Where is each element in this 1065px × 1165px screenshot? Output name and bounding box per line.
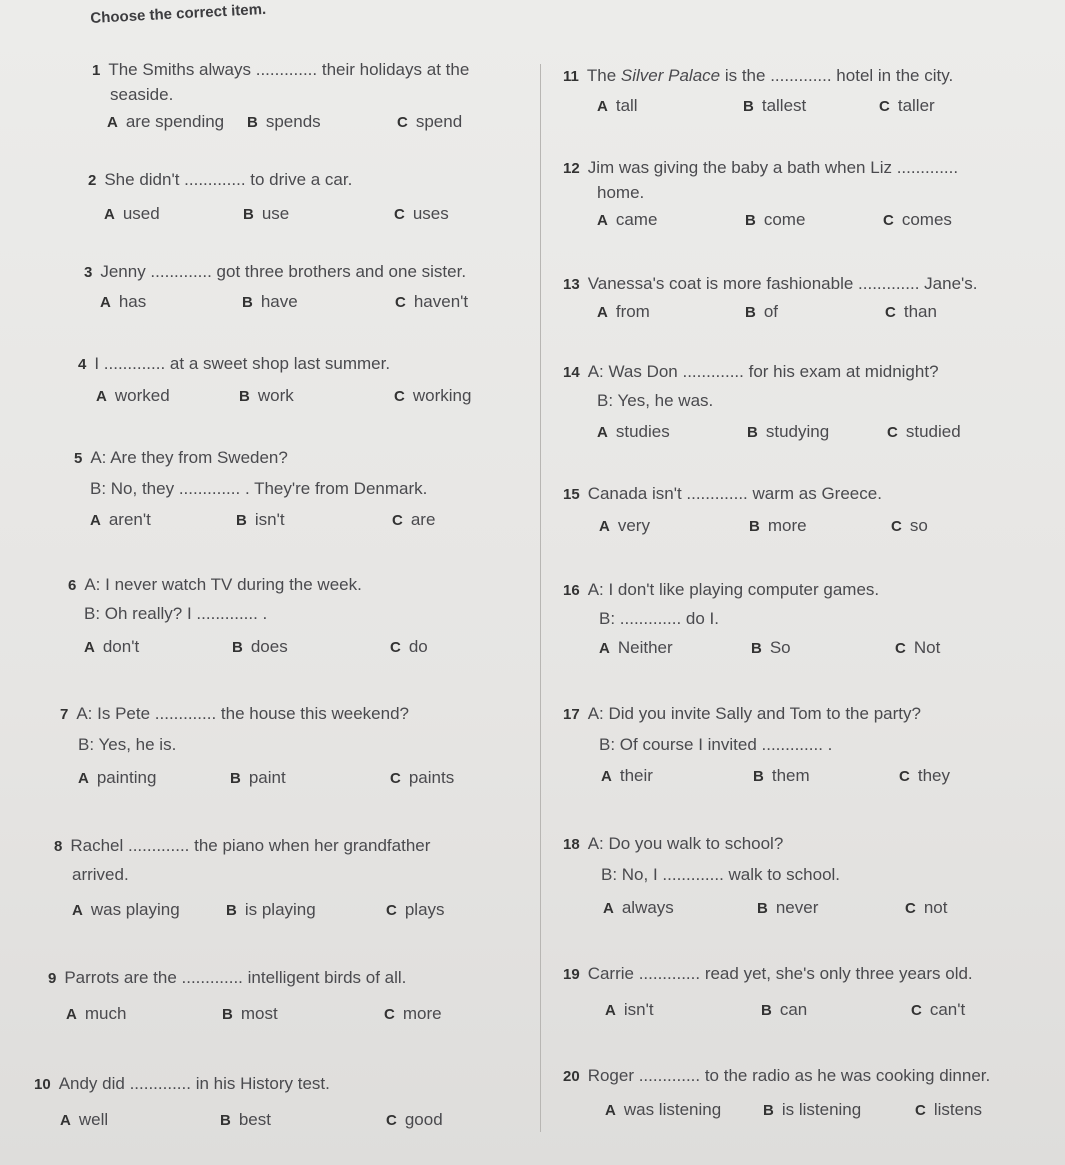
- question-5: [74, 446, 514, 529]
- question-text: A: Are they from Sweden?: [90, 448, 288, 467]
- question-8: [54, 834, 494, 919]
- option-a[interactable]: A aren't: [90, 510, 151, 529]
- question-number: 17: [563, 706, 580, 723]
- question-number: 12: [563, 160, 580, 177]
- question-text: Vanessa's coat is more fashionable ............. Jane's.: [587, 274, 978, 293]
- options: [92, 110, 512, 136]
- question-text-prefix: The: [586, 66, 621, 85]
- question-text-line2: B: Of course I invited ............. .: [599, 735, 833, 754]
- option-c[interactable]: C listens: [915, 1100, 983, 1119]
- question-number: 2: [88, 172, 97, 189]
- options: [563, 514, 983, 540]
- option-b[interactable]: B have: [242, 292, 298, 311]
- question-text-line2: B: ............. do I.: [599, 609, 719, 628]
- option-b[interactable]: B paint: [230, 768, 286, 787]
- question-text: Rachel ............. the piano when her grandfather: [70, 836, 431, 855]
- options: [34, 1108, 454, 1134]
- options: [563, 300, 983, 326]
- option-c[interactable]: C haven't: [395, 292, 469, 311]
- question-text-line2: home.: [597, 183, 645, 202]
- question-number: 19: [563, 966, 580, 983]
- option-b[interactable]: B isn't: [236, 510, 285, 529]
- question-text: A: Did you invite Sally and Tom to the party?: [587, 704, 921, 723]
- question-text: She didn't ............. to drive a car.: [104, 170, 353, 189]
- option-b[interactable]: B studying: [747, 422, 830, 441]
- question-12: [563, 156, 993, 229]
- option-c[interactable]: C do: [390, 637, 428, 656]
- question-text-line2: B: Yes, he was.: [597, 391, 714, 410]
- option-b[interactable]: B So: [751, 638, 791, 657]
- question-text: A: I don't like playing computer games.: [587, 580, 880, 599]
- option-c[interactable]: C so: [891, 516, 928, 535]
- option-b[interactable]: B more: [749, 516, 807, 535]
- question-text: Carrie ............. read yet, she's only three years old.: [587, 964, 973, 983]
- option-c[interactable]: C more: [384, 1004, 442, 1023]
- question-3: [84, 260, 524, 311]
- option-a[interactable]: A their: [601, 766, 653, 785]
- question-text: I ............. at a sweet shop last summer.: [94, 354, 391, 373]
- option-b[interactable]: B them: [753, 766, 810, 785]
- question-number: 3: [84, 264, 93, 281]
- question-text-line2: seaside.: [110, 85, 174, 104]
- question-number: 8: [54, 838, 63, 855]
- question-number: 7: [60, 706, 69, 723]
- question-15: [563, 482, 993, 535]
- option-c[interactable]: C are: [392, 510, 436, 529]
- option-c[interactable]: C than: [885, 302, 937, 321]
- option-a[interactable]: A always: [603, 898, 674, 917]
- option-c[interactable]: C uses: [394, 204, 449, 223]
- question-text: Canada isn't ............. warm as Greece.: [587, 484, 882, 503]
- options: [563, 420, 983, 446]
- option-a[interactable]: A well: [60, 1110, 109, 1129]
- option-c[interactable]: C good: [386, 1110, 443, 1129]
- option-a[interactable]: A tall: [597, 96, 638, 115]
- option-c[interactable]: C comes: [883, 210, 952, 229]
- question-2: [88, 168, 528, 223]
- question-20: [563, 1064, 1043, 1119]
- option-a[interactable]: A was playing: [72, 900, 180, 919]
- question-number: 18: [563, 836, 580, 853]
- option-a[interactable]: A isn't: [605, 1000, 654, 1019]
- options: [74, 508, 494, 534]
- option-b[interactable]: B is playing: [226, 900, 316, 919]
- question-number: 4: [78, 356, 87, 373]
- option-a[interactable]: A don't: [84, 637, 140, 656]
- question-19: [563, 962, 1033, 1019]
- question-14: [563, 360, 993, 441]
- question-number: 1: [92, 62, 101, 79]
- options: [68, 635, 488, 661]
- options: [563, 1098, 1003, 1124]
- option-b[interactable]: B come: [745, 210, 806, 229]
- option-b[interactable]: B is listening: [763, 1100, 862, 1119]
- option-a[interactable]: A worked: [96, 386, 170, 405]
- option-c[interactable]: C plays: [386, 900, 445, 919]
- question-11: [563, 64, 963, 115]
- question-16: [563, 578, 993, 657]
- question-number: 16: [563, 582, 580, 599]
- question-number: 11: [563, 68, 579, 85]
- options: [563, 896, 983, 922]
- options: [563, 636, 983, 662]
- options: [563, 998, 983, 1024]
- options: [60, 766, 480, 792]
- option-a[interactable]: A much: [66, 1004, 127, 1023]
- options: [84, 290, 504, 316]
- options: [563, 208, 983, 234]
- question-text: Roger ............. to the radio as he was cooking dinner.: [587, 1066, 991, 1085]
- options: [88, 202, 508, 228]
- question-number: 15: [563, 486, 580, 503]
- question-text: Parrots are the ............. intelligent birds of all.: [64, 968, 407, 987]
- options: [48, 1002, 468, 1028]
- question-number: 20: [563, 1068, 580, 1085]
- option-b[interactable]: B never: [757, 898, 819, 917]
- question-text: Jim was giving the baby a bath when Liz .............: [587, 158, 959, 177]
- question-18: [563, 832, 993, 917]
- question-text: A: Do you walk to school?: [587, 834, 784, 853]
- question-text: Jenny ............. got three brothers and one sister.: [100, 262, 467, 281]
- option-c[interactable]: C studied: [887, 422, 961, 441]
- question-9: [48, 966, 488, 1023]
- option-a[interactable]: A has: [100, 292, 147, 311]
- option-b[interactable]: B spends: [247, 112, 321, 131]
- question-text-italic: Silver Palace: [620, 66, 721, 85]
- option-c[interactable]: C working: [394, 386, 472, 405]
- option-c[interactable]: C not: [905, 898, 948, 917]
- option-a[interactable]: A was listening: [605, 1100, 722, 1119]
- question-1: [92, 58, 532, 131]
- option-b[interactable]: B tallest: [743, 96, 807, 115]
- option-a[interactable]: A painting: [78, 768, 157, 787]
- question-text-line2: B: No, they ............. . They're from Denmark.: [90, 479, 428, 498]
- question-number: 10: [34, 1076, 51, 1093]
- option-c[interactable]: C spend: [397, 112, 463, 131]
- option-b[interactable]: B can: [761, 1000, 808, 1019]
- option-a[interactable]: A used: [104, 204, 160, 223]
- options: [54, 898, 474, 924]
- question-text: A: I never watch TV during the week.: [84, 575, 362, 594]
- question-text: Andy did ............. in his History test.: [58, 1074, 330, 1093]
- option-b[interactable]: B use: [243, 204, 290, 223]
- question-7: [60, 702, 500, 787]
- option-c[interactable]: C Not: [895, 638, 941, 657]
- question-text: A: Is Pete ............. the house this weekend?: [76, 704, 409, 723]
- question-text-line2: B: No, I ............. walk to school.: [601, 865, 841, 884]
- option-a[interactable]: A are spending: [107, 112, 225, 131]
- option-c[interactable]: C can't: [911, 1000, 966, 1019]
- option-b[interactable]: B most: [222, 1004, 278, 1023]
- option-a[interactable]: A very: [599, 516, 650, 535]
- option-a[interactable]: A from: [597, 302, 650, 321]
- option-b[interactable]: B of: [745, 302, 779, 321]
- column-divider: [540, 64, 541, 1132]
- options: [78, 384, 498, 410]
- option-b[interactable]: B work: [239, 386, 294, 405]
- question-text: is the ............. hotel in the city.: [720, 66, 954, 85]
- question-text: A: Was Don ............. for his exam at midnight?: [587, 362, 939, 381]
- option-c[interactable]: C paints: [390, 768, 455, 787]
- option-a[interactable]: A Neither: [599, 638, 673, 657]
- question-number: 6: [68, 577, 77, 594]
- option-c[interactable]: C they: [899, 766, 950, 785]
- options: [563, 94, 963, 120]
- question-number: 13: [563, 276, 580, 293]
- option-a[interactable]: A came: [597, 210, 658, 229]
- option-b[interactable]: B does: [232, 637, 288, 656]
- question-13: [563, 272, 993, 321]
- question-6: [68, 573, 508, 656]
- question-number: 5: [74, 450, 83, 467]
- question-number: 14: [563, 364, 580, 381]
- question-4: [78, 352, 518, 405]
- option-a[interactable]: A studies: [597, 422, 670, 441]
- question-number: 9: [48, 970, 57, 987]
- instructions-heading: Choose the correct item.: [90, 0, 267, 27]
- options: [563, 764, 983, 790]
- question-text-line2: arrived.: [72, 865, 129, 884]
- question-text-line2: B: Oh really? I ............. .: [84, 604, 268, 623]
- question-17: [563, 702, 993, 785]
- question-text-line2: B: Yes, he is.: [78, 735, 177, 754]
- option-b[interactable]: B best: [220, 1110, 271, 1129]
- question-10: [34, 1072, 474, 1129]
- option-c[interactable]: C taller: [879, 96, 935, 115]
- question-text: The Smiths always ............. their holidays at the: [108, 60, 470, 79]
